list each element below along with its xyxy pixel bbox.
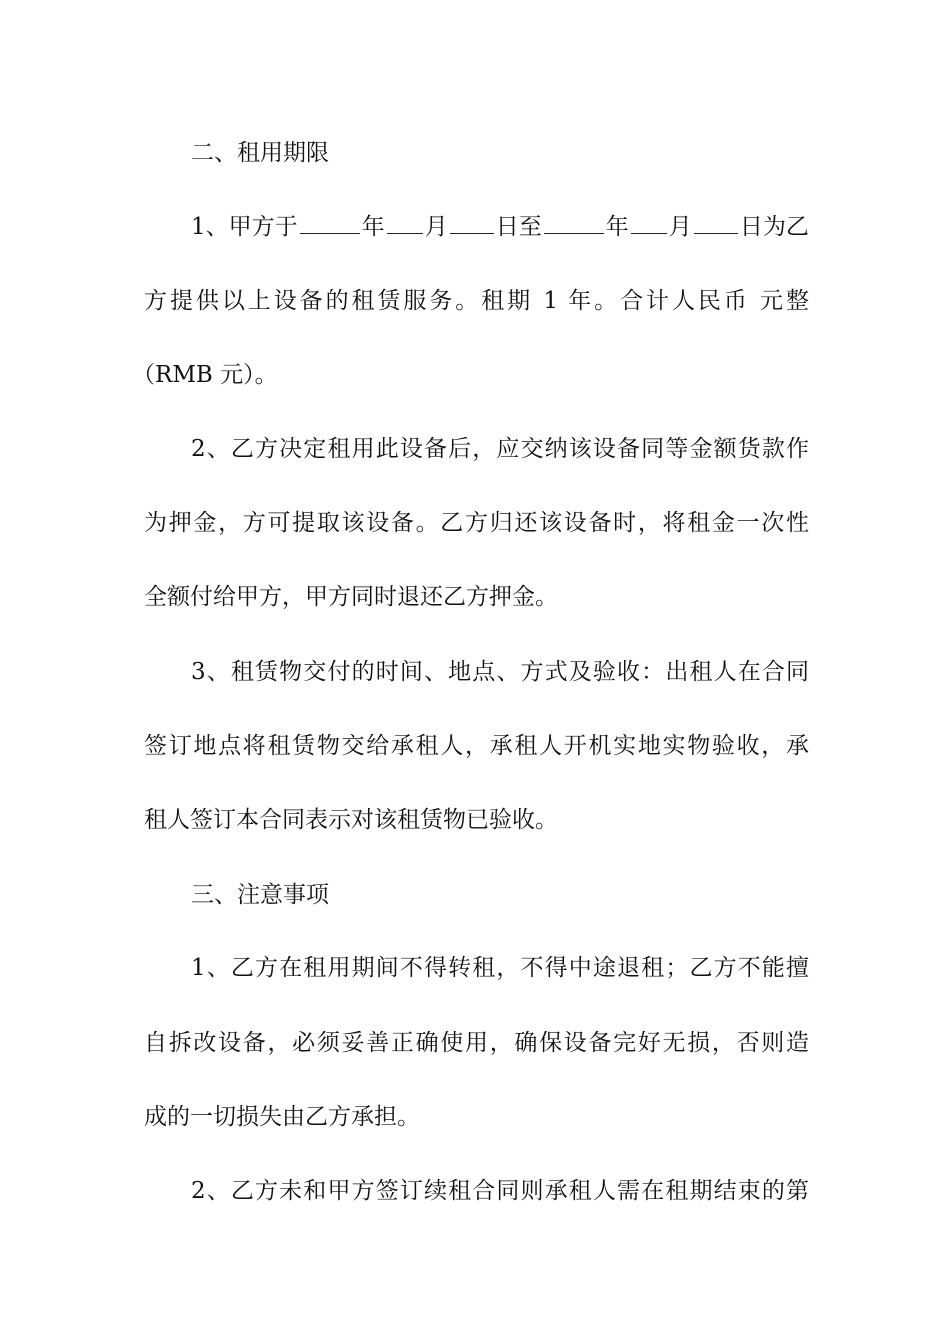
s2-item3-line3: 租人签订本合同表示对该租赁物已验收。 [144,807,558,833]
s2-item1-line2: 方提供以上设备的租赁服务。租期 1 年。合计人民币 元整 [144,288,809,314]
year-blank-2 [544,211,604,234]
s3-item1-line3: 成的一切损失由乙方承担。 [144,1104,420,1130]
month-blank-1 [387,211,423,234]
section-2-heading: 二、租用期限 [191,140,329,166]
s2-item3-line1: 3、租赁物交付的时间、地点、方式及验收：出租人在合同 [191,659,809,685]
s2-item2-line1: 2、乙方决定租用此设备后，应交纳该设备同等金额货款作 [191,436,809,462]
s2-item1-line3: （RMB 元）。 [132,362,278,388]
s2-item1-seg4: 日至 [495,214,542,240]
s2-item1-seg1: 1、甲方于 [191,214,298,240]
s2-item1-seg3: 月 [424,214,448,240]
s2-item1-seg2: 年 [361,214,385,240]
s3-item2-line1: 2、乙方未和甲方签订续租合同则承租人需在租期结束的第 [191,1178,809,1204]
day-blank-1 [450,211,494,234]
day-blank-2 [694,211,738,234]
s2-item3-line2: 签订地点将租赁物交给承租人，承租人开机实地实物验收，承 [144,733,809,759]
month-blank-2 [631,211,667,234]
s2-item1-line1 [191,207,809,247]
year-blank-1 [300,211,360,234]
s2-item1-seg7: 日为乙 [739,214,809,240]
s3-item1-line1: 1、乙方在租用期间不得转租，不得中途退租；乙方不能擅 [191,955,809,981]
s2-item2-line3: 全额付给甲方，甲方同时退还乙方押金。 [144,584,558,610]
s2-item1-seg5: 年 [605,214,629,240]
s2-item1-seg6: 月 [668,214,692,240]
section-3-heading: 三、注意事项 [191,882,329,908]
s2-item2-line2: 为押金，方可提取该设备。乙方归还该设备时，将租金一次性 [144,510,809,536]
s3-item1-line2: 自拆改设备，必须妥善正确使用，确保设备完好无损，否则造 [144,1030,809,1056]
